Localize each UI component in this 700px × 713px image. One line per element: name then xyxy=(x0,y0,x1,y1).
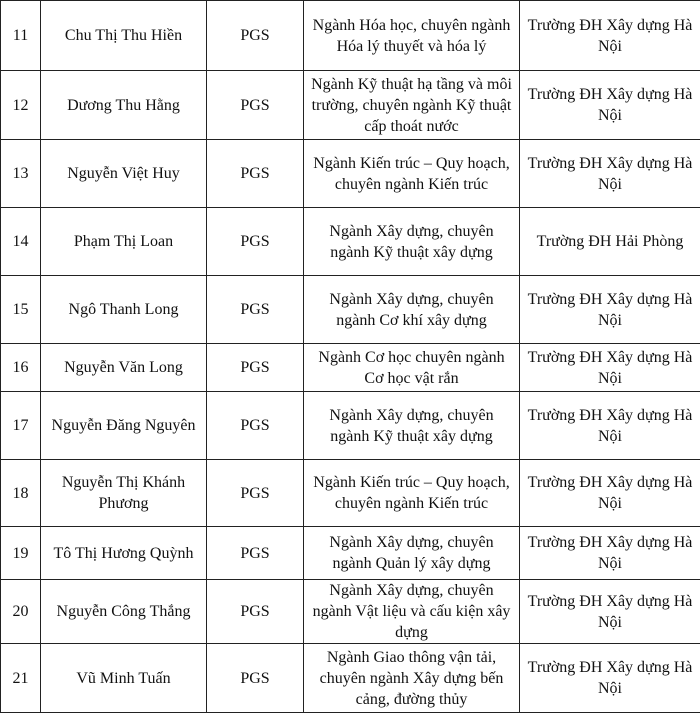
row-number: 20 xyxy=(1,580,41,644)
person-name: Ngô Thanh Long xyxy=(41,276,207,344)
row-number: 11 xyxy=(1,1,41,71)
row-number: 18 xyxy=(1,460,41,527)
field-of-study: Ngành Xây dựng, chuyên ngành Quản lý xây dựng xyxy=(304,527,520,580)
academic-title: PGS xyxy=(207,392,304,460)
institution: Trường ĐH Xây dựng Hà Nội xyxy=(520,392,700,460)
academic-title: PGS xyxy=(207,344,304,392)
institution: Trường ĐH Xây dựng Hà Nội xyxy=(520,140,700,208)
row-number: 14 xyxy=(1,208,41,276)
table-row xyxy=(1,527,700,580)
person-name: Nguyễn Công Thắng xyxy=(41,580,207,644)
person-name: Nguyễn Việt Huy xyxy=(41,140,207,208)
table-row xyxy=(1,580,700,644)
person-name: Dương Thu Hằng xyxy=(41,71,207,140)
institution: Trường ĐH Xây dựng Hà Nội xyxy=(520,71,700,140)
field-of-study: Ngành Kiến trúc – Quy hoạch, chuyên ngành Kiến trúc xyxy=(304,460,520,527)
table-row xyxy=(1,644,700,713)
field-of-study: Ngành Xây dựng, chuyên ngành Kỹ thuật xây dựng xyxy=(304,208,520,276)
table-row xyxy=(1,208,700,276)
field-of-study: Ngành Hóa học, chuyên ngành Hóa lý thuyết và hóa lý xyxy=(304,1,520,71)
row-number: 13 xyxy=(1,140,41,208)
table-row xyxy=(1,276,700,344)
table-row xyxy=(1,460,700,527)
field-of-study: Ngành Kỹ thuật hạ tầng và môi trường, chuyên ngành Kỹ thuật cấp thoát nước xyxy=(304,71,520,140)
institution: Trường ĐH Xây dựng Hà Nội xyxy=(520,644,700,713)
professor-table-body xyxy=(1,1,700,713)
institution: Trường ĐH Hải Phòng xyxy=(520,208,700,276)
row-number: 17 xyxy=(1,392,41,460)
institution: Trường ĐH Xây dựng Hà Nội xyxy=(520,276,700,344)
institution: Trường ĐH Xây dựng Hà Nội xyxy=(520,1,700,71)
table-row xyxy=(1,140,700,208)
field-of-study: Ngành Giao thông vận tải, chuyên ngành Xây dựng bến cảng, đường thủy xyxy=(304,644,520,713)
institution: Trường ĐH Xây dựng Hà Nội xyxy=(520,580,700,644)
academic-title: PGS xyxy=(207,460,304,527)
person-name: Vũ Minh Tuấn xyxy=(41,644,207,713)
academic-title: PGS xyxy=(207,140,304,208)
institution: Trường ĐH Xây dựng Hà Nội xyxy=(520,527,700,580)
institution: Trường ĐH Xây dựng Hà Nội xyxy=(520,460,700,527)
academic-title: PGS xyxy=(207,527,304,580)
table-row xyxy=(1,392,700,460)
academic-title: PGS xyxy=(207,71,304,140)
field-of-study: Ngành Xây dựng, chuyên ngành Kỹ thuật xây dựng xyxy=(304,392,520,460)
field-of-study: Ngành Kiến trúc – Quy hoạch, chuyên ngành Kiến trúc xyxy=(304,140,520,208)
field-of-study: Ngành Xây dựng, chuyên ngành Cơ khí xây dựng xyxy=(304,276,520,344)
person-name: Nguyễn Thị Khánh Phương xyxy=(41,460,207,527)
person-name: Phạm Thị Loan xyxy=(41,208,207,276)
academic-title: PGS xyxy=(207,1,304,71)
academic-title: PGS xyxy=(207,580,304,644)
row-number: 21 xyxy=(1,644,41,713)
academic-title: PGS xyxy=(207,644,304,713)
table-row xyxy=(1,344,700,392)
field-of-study: Ngành Xây dựng, chuyên ngành Vật liệu và cấu kiện xây dựng xyxy=(304,580,520,644)
academic-title: PGS xyxy=(207,276,304,344)
person-name: Chu Thị Thu Hiền xyxy=(41,1,207,71)
table-row xyxy=(1,71,700,140)
row-number: 19 xyxy=(1,527,41,580)
person-name: Tô Thị Hương Quỳnh xyxy=(41,527,207,580)
person-name: Nguyễn Văn Long xyxy=(41,344,207,392)
institution: Trường ĐH Xây dựng Hà Nội xyxy=(520,344,700,392)
academic-title: PGS xyxy=(207,208,304,276)
field-of-study: Ngành Cơ học chuyên ngành Cơ học vật rắn xyxy=(304,344,520,392)
row-number: 16 xyxy=(1,344,41,392)
person-name: Nguyễn Đăng Nguyên xyxy=(41,392,207,460)
table-row xyxy=(1,1,700,71)
row-number: 15 xyxy=(1,276,41,344)
row-number: 12 xyxy=(1,71,41,140)
